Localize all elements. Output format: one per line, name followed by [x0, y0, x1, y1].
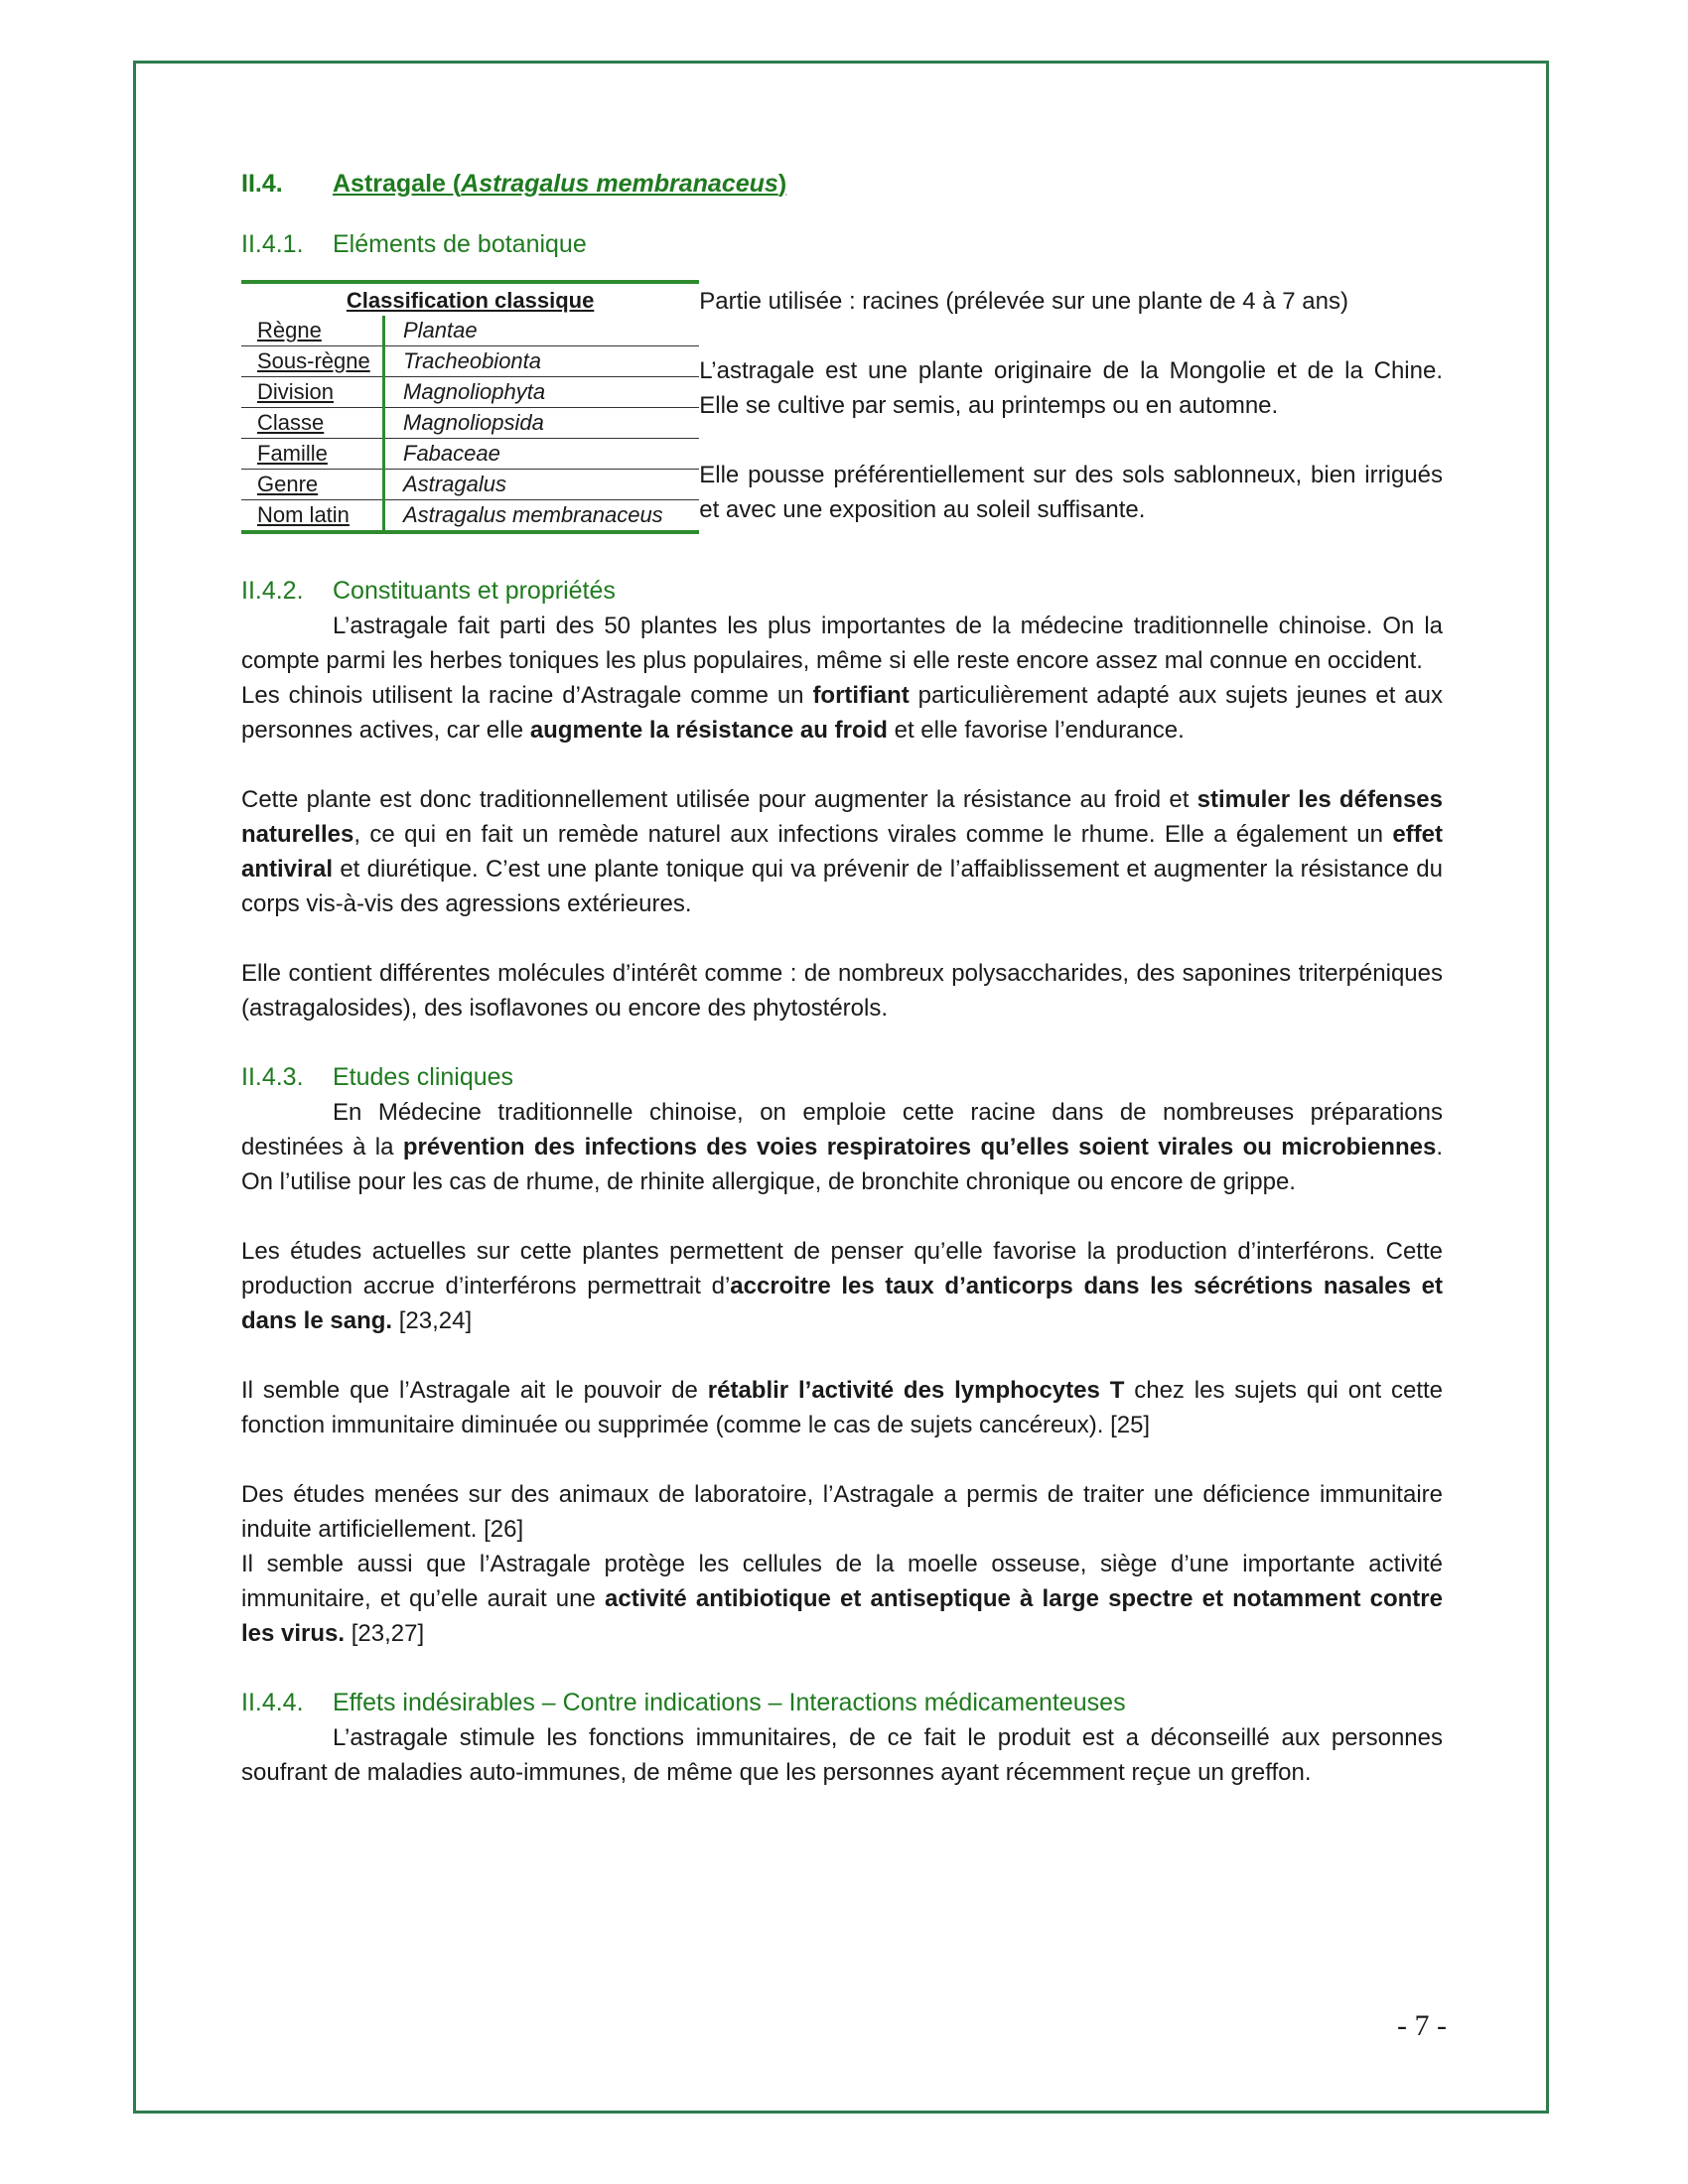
table-row	[241, 316, 699, 346]
classification-table	[241, 280, 699, 534]
rank-label: Famille	[241, 439, 384, 470]
subsection-number: II.4.2.	[241, 577, 304, 605]
paragraph: Il semble aussi que l’Astragale protège les cellules de la moelle osseuse, siège d’une importante activité immunitaire, et qu’elle aurait une activité antibiotique et antiseptique à large spectre et notamment contre les virus. [23,27]	[241, 1551, 1443, 1647]
section-number: II.4.	[241, 170, 283, 198]
paragraph: L’astragale stimule les fonctions immunitaires, de ce fait le produit est a déconseillé aux personnes soufrant de maladies auto-immunes, de même que les personnes ayant récemment reçue un greffon.	[241, 1724, 1443, 1786]
paragraph: En Médecine traditionnelle chinoise, on emploie cette racine dans de nombreuses préparations destinées à la prévention des infections des voies respiratoires qu’elles soient virales ou microbiennes. On l’utilise pour les cas de rhume, de rhinite allergique, de bronchite chronique ou encore de grippe.	[241, 1099, 1443, 1195]
page-number: - 7 -	[1397, 2009, 1447, 2042]
table-row	[241, 500, 699, 533]
subsection-title: Etudes cliniques	[333, 1063, 514, 1091]
subsection-heading-side-effects	[241, 1686, 1443, 1720]
table-row	[241, 408, 699, 439]
rank-value: Tracheobionta	[384, 346, 700, 377]
paragraph: Des études menées sur des animaux de laboratoire, l’Astragale a permis de traiter une déficience immunitaire induite artificiellement. [26]	[241, 1481, 1443, 1543]
subsection-number: II.4.4.	[241, 1689, 304, 1716]
paragraph: Cette plante est donc traditionnellement utilisée pour augmenter la résistance au froid et stimuler les défenses naturelles, ce qui en fait un remède naturel aux infections virales comme le rhume. Elle a également un effet antiviral et diurétique. C’est une plante tonique qui va prévenir de l’affaiblissement et augmenter la résistance du corps vis-à-vis des agressions extérieures.	[241, 786, 1443, 917]
paragraph: Les chinois utilisent la racine d’Astragale comme un fortifiant particulièrement adapté aux sujets jeunes et aux personnes actives, car elle augmente la résistance au froid et elle favorise l’endurance.	[241, 682, 1443, 744]
paragraph: L’astragale est une plante originaire de la Mongolie et de la Chine. Elle se cultive par semis, au printemps ou en automne.	[699, 357, 1443, 419]
paragraph: Partie utilisée : racines (prélevée sur une plante de 4 à 7 ans)	[699, 288, 1348, 315]
paragraph: Elle pousse préférentiellement sur des sols sablonneux, bien irrigués et avec une exposition au soleil suffisante.	[699, 462, 1443, 523]
section-title-prefix: Astragale (	[333, 170, 462, 198]
rank-value: Magnoliopsida	[384, 408, 700, 439]
rank-label: Règne	[241, 316, 384, 346]
table-row	[241, 470, 699, 500]
rank-value: Astragalus	[384, 470, 700, 500]
section-title-latin: Astragalus membranaceus	[461, 170, 778, 198]
subsection-title: Constituants et propriétés	[333, 577, 616, 605]
rank-value: Plantae	[384, 316, 700, 346]
table-row	[241, 377, 699, 408]
rank-label: Sous-règne	[241, 346, 384, 377]
rank-value: Fabaceae	[384, 439, 700, 470]
paragraph: Les études actuelles sur cette plantes permettent de penser qu’elle favorise la production d’interférons. Cette production accrue d’interférons permettrait d’accroitre les taux d’anticorps dans les sécrétions nasales et dans le sang. [23,24]	[241, 1238, 1443, 1334]
subsection-number: II.4.1.	[241, 230, 304, 258]
rank-value: Astragalus membranaceus	[384, 500, 700, 533]
paragraph: Il semble que l’Astragale ait le pouvoir de rétablir l’activité des lymphocytes T chez les sujets qui ont cette fonction immunitaire diminuée ou supprimée (comme le cas de sujets cancéreux). [25]	[241, 1377, 1444, 1438]
subsection-number: II.4.3.	[241, 1063, 304, 1091]
rank-label: Genre	[241, 470, 384, 500]
section-title-suffix: )	[777, 170, 787, 198]
paragraph: Elle contient différentes molécules d’intérêt comme : de nombreux polysaccharides, des saponines triterpéniques (astragalosides), des isoflavones ou encore des phytostérols.	[241, 960, 1443, 1022]
document-body	[241, 167, 1443, 1790]
rank-label: Division	[241, 377, 384, 408]
subsection-heading-botany	[241, 227, 1443, 262]
subsection-heading-clinical	[241, 1060, 1443, 1095]
section-heading	[241, 167, 1443, 202]
rank-label: Classe	[241, 408, 384, 439]
subsection-title: Eléments de botanique	[333, 230, 587, 258]
rank-value: Magnoliophyta	[384, 377, 700, 408]
rank-label: Nom latin	[241, 500, 384, 533]
paragraph: L’astragale fait parti des 50 plantes les plus importantes de la médecine traditionnelle chinoise. On la compte parmi les herbes toniques les plus populaires, même si elle reste encore assez mal connue en occident.	[241, 613, 1443, 674]
subsection-heading-constituents	[241, 574, 1443, 609]
classification-table-header: Classification classique	[241, 282, 699, 316]
botany-block	[241, 280, 1443, 534]
subsection-title: Effets indésirables – Contre indications – Interactions médicamenteuses	[333, 1689, 1126, 1716]
botany-description	[699, 280, 1443, 534]
table-row	[241, 346, 699, 377]
table-row	[241, 439, 699, 470]
